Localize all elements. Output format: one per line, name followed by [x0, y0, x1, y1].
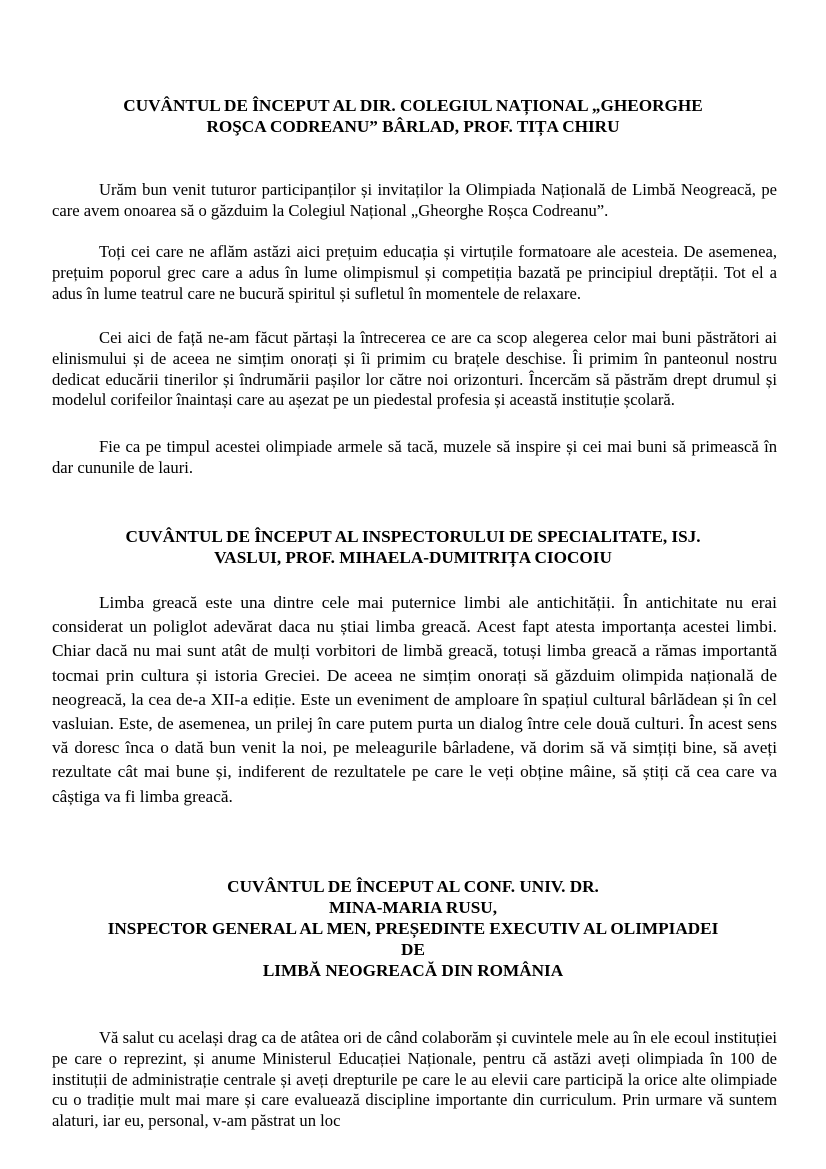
heading-line: CUVÂNTUL DE ÎNCEPUT AL INSPECTORULUI DE SPECIALITATE, ISJ. [125, 527, 701, 546]
section-1-paragraph: Toți cei care ne aflăm astăzi aici prețuim educația și virtuțile formatoare ale acesteia. De asemenea, prețuim poporul grec care a adus în lume olimpismul și competiția bazată pe principiul dreptății. Tot el a adus în lume teatrul care ne bucură spiritul și sufletul în momentele de relaxare. [52, 242, 777, 303]
section-1-heading [52, 95, 774, 137]
section-1-paragraph: Fie ca pe timpul acestei olimpiade armele să tacă, muzele să inspire și cei mai buni să primească în dar cununile de lauri. [52, 437, 777, 477]
section-3-paragraph: Vă salut cu același drag ca de atâtea ori de când colaborăm și cuvintele mele au în ele ecoul instituției pe care o reprezint, și anume Ministerul Educației Naționale, pentru că astăzi aveți olimpiada în 100 de instituții de administrație centrale și aveți drepturile pe care le au elevii care participă la orice alte olimpiade cu o tradiție mult mai mare și care evaluează discipline importante din curriculum. Prin urmare vă suntem alaturi, iar eu, personal, v-am păstrat un loc [52, 1028, 777, 1131]
section-3-heading [52, 876, 774, 981]
heading-line: LIMBĂ NEOGREACĂ DIN ROMÂNIA [262, 961, 564, 980]
section-2-paragraph: Limba greacă este una dintre cele mai puternice limbi ale antichității. În antichitate nu erai considerat un poliglot adevărat daca nu știai limba greacă. Acest fapt atesta importanța acestei limbi. Chiar dacă nu mai sunt atât de mulți vorbitori de limbă greacă, totuși limba greacă a rămas importantă tocmai prin cultura și istoria Greciei. De aceea ne simțim onorați să găzduim olimpida națională de neogreacă, la cea de-a XII-a ediție. Este un eveniment de amploare în spațiul cultural bârlădean și în cel vasluian. Este, de asemenea, un prilej în care putem purta un dialog între cele două culturi. În acest sens vă doresc înca o dată bun venit la noi, pe meleagurile bârladene, vă dorim să vă simțiți bine, să aveți rezultate cât mai bune și, indiferent de rezultatele pe care le veți obține mâine, să știți că cea care va câștiga va fi limba greacă. [52, 593, 777, 806]
heading-line: CUVÂNTUL DE ÎNCEPUT AL DIR. COLEGIUL NAȚIONAL „GHEORGHE [123, 96, 703, 115]
section-2-heading [52, 526, 774, 568]
heading-line: INSPECTOR GENERAL AL MEN, PREȘEDINTE EXECUTIV AL OLIMPIADEI [107, 919, 719, 938]
section-1-paragraph: Urăm bun venit tuturor participanților și invitaților la Olimpiada Națională de Limbă Neogreacă, pe care avem onoarea să o găzduim la Colegiul Național „Gheorghe Roșca Codreanu”. [52, 180, 777, 220]
heading-line: VASLUI, PROF. MIHAELA-DUMITRIȚA CIOCOIU [214, 548, 612, 567]
heading-line: ROŞCA CODREANU” BÂRLAD, PROF. TIȚA CHIRU [206, 117, 620, 136]
section-1-paragraph: Cei aici de față ne-am făcut părtași la întrecerea ce are ca scop alegerea celor mai buni păstrători ai elinismului și de aceea ne simțim onorați și îi primim cu brațele deschise. Îi primim în panteonul nostru dedicat educării tinerilor și îndrumării pașilor lor către noi orizonturi. Încercăm să păstrăm drept drumul și modelul corifeilor înaintași care au așezat pe un piedestal profesia și această instituție școlară. [52, 328, 777, 410]
heading-line: MINA-MARIA RUSU, [328, 898, 498, 917]
heading-line: CUVÂNTUL DE ÎNCEPUT AL CONF. UNIV. DR. [227, 877, 599, 896]
heading-line: DE [401, 940, 425, 959]
